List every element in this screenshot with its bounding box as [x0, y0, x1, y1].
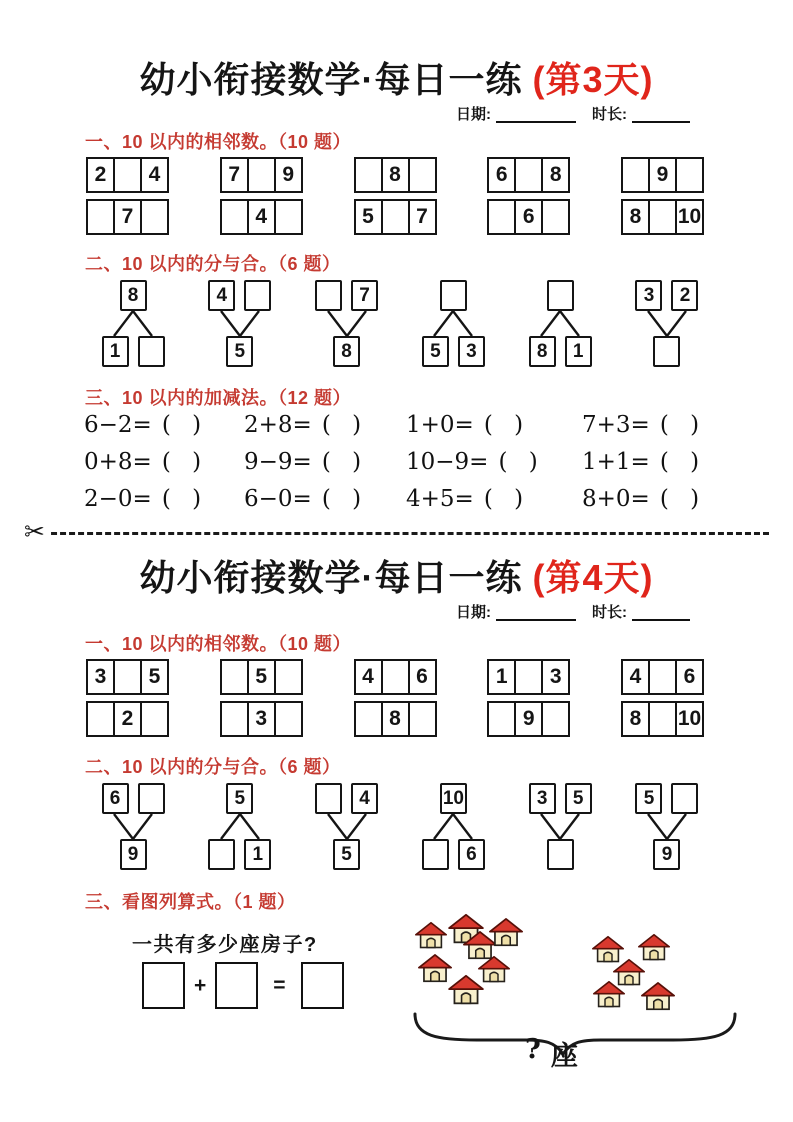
bond-box	[208, 839, 235, 870]
bond-box: 6	[458, 839, 485, 870]
neighbor-cell: 6	[675, 659, 704, 695]
bond-box: 4	[208, 280, 235, 311]
answer-parens: ( )	[483, 412, 524, 438]
plus-sign: +	[194, 973, 207, 997]
math-problem: 4+5= ( )	[406, 486, 524, 512]
neighbor-cell	[274, 199, 303, 235]
neighbor-cell: 3	[541, 659, 570, 695]
day4-dateline	[456, 601, 690, 622]
number-bond	[299, 280, 395, 367]
number-bond	[192, 783, 288, 870]
neighbor-group	[86, 199, 169, 235]
neighbor-cell: 8	[621, 199, 650, 235]
bond-box: 10	[440, 783, 467, 814]
number-bond	[512, 280, 608, 367]
number-bond	[619, 280, 715, 367]
bond-lines	[299, 311, 395, 336]
answer-box	[301, 962, 344, 1009]
neighbor-group	[220, 157, 303, 193]
math-problem: 6−0= ( )	[244, 486, 362, 512]
equals-sign: =	[273, 973, 286, 997]
neighbor-cell	[514, 157, 543, 193]
day4-section1-heading: 一、10 以内的相邻数。（10 题）	[85, 634, 352, 654]
number-bond	[85, 783, 181, 870]
picture-problem-question: 一共有多少座房子?	[132, 934, 318, 956]
answer-parens: ( )	[161, 486, 202, 512]
neighbor-cell: 2	[113, 701, 142, 737]
day4-section2-heading: 二、10 以内的分与合。（6 题）	[85, 757, 341, 777]
day4-neighbors-row1	[86, 659, 704, 695]
neighbor-cell: 10	[675, 701, 704, 737]
day3-number: (第3天)	[532, 59, 654, 100]
question-mark: ?	[525, 1034, 541, 1065]
math-problem: 1+1= ( )	[582, 449, 700, 475]
unit-label: 座	[550, 1041, 578, 1072]
worksheet-title: 幼小衔接数学·每日一练	[139, 557, 523, 598]
bond-box: 5	[226, 783, 253, 814]
house-icon	[415, 921, 447, 950]
neighbor-cell	[274, 659, 303, 695]
bond-box	[138, 783, 165, 814]
neighbor-cell: 4	[621, 659, 650, 695]
day4-number-bonds	[85, 783, 715, 870]
math-problem: 9−9= ( )	[244, 449, 362, 475]
date-underline	[496, 608, 576, 621]
bond-box: 3	[458, 336, 485, 367]
day4-number: (第4天)	[532, 557, 654, 598]
neighbor-cell: 4	[247, 199, 276, 235]
number-bond	[512, 783, 608, 870]
neighbor-group	[354, 701, 437, 737]
bond-box: 5	[422, 336, 449, 367]
neighbor-cell: 5	[354, 199, 383, 235]
neighbor-cell	[541, 199, 570, 235]
neighbor-group	[621, 659, 704, 695]
day3-section1-heading: 一、10 以内的相邻数。（10 题）	[85, 132, 352, 152]
bond-box: 4	[351, 783, 378, 814]
neighbor-group	[354, 199, 437, 235]
math-problem: 8+0= ( )	[582, 486, 700, 512]
neighbor-cell: 5	[247, 659, 276, 695]
neighbor-cell	[86, 701, 115, 737]
house-icon	[448, 974, 484, 1006]
neighbor-cell: 4	[354, 659, 383, 695]
neighbor-cell: 3	[86, 659, 115, 695]
neighbor-cell: 6	[487, 157, 516, 193]
neighbor-cell: 6	[408, 659, 437, 695]
neighbor-cell: 8	[381, 701, 410, 737]
neighbor-cell: 2	[86, 157, 115, 193]
duration-label: 时长:	[592, 106, 627, 123]
math-problem: 6−2= ( )	[84, 412, 202, 438]
bond-box: 8	[120, 280, 147, 311]
neighbor-cell: 3	[247, 701, 276, 737]
neighbor-cell	[541, 701, 570, 737]
math-problem: 2+8= ( )	[244, 412, 362, 438]
answer-parens: ( )	[659, 412, 700, 438]
duration-underline	[632, 608, 690, 621]
day3-title	[0, 52, 793, 103]
answer-parens: ( )	[659, 449, 700, 475]
day3-neighbors-row1	[86, 157, 704, 193]
bond-box: 6	[102, 783, 129, 814]
neighbor-cell	[140, 701, 169, 737]
neighbor-cell: 8	[381, 157, 410, 193]
bond-lines	[512, 311, 608, 336]
day3-dateline	[456, 103, 690, 124]
neighbor-group	[487, 659, 570, 695]
houses-illustration	[405, 898, 750, 1088]
answer-parens: ( )	[498, 449, 538, 475]
neighbor-cell	[381, 199, 410, 235]
neighbor-group	[487, 701, 570, 737]
neighbor-cell	[381, 659, 410, 695]
neighbor-cell	[675, 157, 704, 193]
duration-label: 时长:	[592, 604, 627, 621]
neighbor-group	[487, 199, 570, 235]
answer-box	[215, 962, 258, 1009]
answer-parens: ( )	[161, 449, 202, 475]
neighbor-cell: 7	[113, 199, 142, 235]
bond-box: 3	[635, 280, 662, 311]
neighbor-cell: 6	[514, 199, 543, 235]
neighbor-cell	[487, 199, 516, 235]
bond-lines	[299, 814, 395, 839]
house-icon	[593, 980, 625, 1009]
cut-line	[24, 518, 769, 546]
neighbor-cell	[247, 157, 276, 193]
bond-box	[440, 280, 467, 311]
bond-lines	[192, 814, 288, 839]
bond-lines	[405, 814, 501, 839]
neighbor-cell	[274, 701, 303, 737]
neighbor-cell: 9	[274, 157, 303, 193]
bond-lines	[619, 814, 715, 839]
neighbor-group	[487, 157, 570, 193]
bond-box: 8	[333, 336, 360, 367]
neighbor-cell	[140, 199, 169, 235]
answer-parens: ( )	[321, 449, 362, 475]
neighbor-cell: 7	[220, 157, 249, 193]
neighbor-cell	[354, 701, 383, 737]
day4-neighbors-row2	[86, 701, 704, 737]
bond-box: 8	[529, 336, 556, 367]
bond-box	[244, 280, 271, 311]
neighbor-group	[354, 659, 437, 695]
math-problem: 7+3= ( )	[582, 412, 700, 438]
neighbor-cell	[113, 157, 142, 193]
answer-parens: ( )	[321, 412, 362, 438]
number-bond	[405, 783, 501, 870]
neighbor-cell	[408, 701, 437, 737]
bond-box: 5	[565, 783, 592, 814]
date-underline	[496, 110, 576, 123]
day3-section3-heading: 三、10 以内的加减法。（12 题）	[85, 388, 352, 408]
bond-lines	[405, 311, 501, 336]
bond-box: 1	[565, 336, 592, 367]
house-icon	[489, 917, 523, 948]
number-bond	[299, 783, 395, 870]
bond-box: 5	[635, 783, 662, 814]
answer-parens: ( )	[321, 486, 362, 512]
bond-box	[547, 839, 574, 870]
day3-number-bonds	[85, 280, 715, 367]
neighbor-cell	[408, 157, 437, 193]
neighbor-cell	[648, 701, 677, 737]
bond-lines	[192, 311, 288, 336]
answer-parens: ( )	[659, 486, 700, 512]
neighbor-cell	[354, 157, 383, 193]
neighbor-cell: 1	[487, 659, 516, 695]
number-bond	[619, 783, 715, 870]
neighbor-group	[220, 659, 303, 695]
house-icon	[418, 953, 452, 984]
bond-box: 5	[333, 839, 360, 870]
answer-parens: ( )	[161, 412, 202, 438]
bond-lines	[619, 311, 715, 336]
neighbor-group	[220, 199, 303, 235]
bond-box	[315, 783, 342, 814]
day4-title	[0, 550, 793, 601]
worksheet-title: 幼小衔接数学·每日一练	[139, 59, 523, 100]
neighbor-cell	[648, 659, 677, 695]
neighbor-group	[86, 659, 169, 695]
neighbor-cell	[621, 157, 650, 193]
bond-box	[422, 839, 449, 870]
duration-underline	[632, 110, 690, 123]
neighbor-cell	[514, 659, 543, 695]
answer-box	[142, 962, 185, 1009]
math-problem: 0+8= ( )	[84, 449, 202, 475]
answer-parens: ( )	[483, 486, 524, 512]
date-label: 日期:	[456, 604, 491, 621]
neighbor-cell: 8	[621, 701, 650, 737]
neighbor-group	[354, 157, 437, 193]
bond-box	[653, 336, 680, 367]
bond-lines	[512, 814, 608, 839]
bond-box: 5	[226, 336, 253, 367]
neighbor-cell: 9	[514, 701, 543, 737]
bond-box: 1	[102, 336, 129, 367]
neighbor-cell: 4	[140, 157, 169, 193]
bond-box: 3	[529, 783, 556, 814]
number-bond	[405, 280, 501, 367]
neighbor-cell	[487, 701, 516, 737]
neighbor-group	[86, 157, 169, 193]
bond-box: 7	[351, 280, 378, 311]
neighbor-group	[220, 701, 303, 737]
bond-box	[138, 336, 165, 367]
neighbor-group	[621, 199, 704, 235]
number-bond	[192, 280, 288, 367]
bond-box: 2	[671, 280, 698, 311]
number-bond	[85, 280, 181, 367]
day4-section3-heading: 三、看图列算式。（1 题）	[85, 892, 296, 912]
neighbor-cell: 7	[408, 199, 437, 235]
neighbor-cell	[648, 199, 677, 235]
neighbor-cell: 8	[541, 157, 570, 193]
neighbor-cell	[220, 199, 249, 235]
bond-lines	[85, 311, 181, 336]
neighbor-cell: 10	[675, 199, 704, 235]
date-label: 日期:	[456, 106, 491, 123]
neighbor-cell: 9	[648, 157, 677, 193]
bond-box: 1	[244, 839, 271, 870]
day3-problems	[84, 412, 726, 512]
bond-lines	[85, 814, 181, 839]
neighbor-cell	[220, 659, 249, 695]
bond-box: 9	[653, 839, 680, 870]
bond-box	[315, 280, 342, 311]
day3-section2-heading: 二、10 以内的分与合。（6 题）	[85, 254, 341, 274]
bond-box	[547, 280, 574, 311]
math-problem: 2−0= ( )	[84, 486, 202, 512]
math-problem: 10−9= ( )	[406, 449, 538, 475]
neighbor-group	[86, 701, 169, 737]
math-problem: 1+0= ( )	[406, 412, 524, 438]
neighbor-cell: 5	[140, 659, 169, 695]
picture-problem-equation	[142, 962, 344, 1009]
house-icon	[641, 981, 675, 1012]
day3-neighbors-row2	[86, 199, 704, 235]
neighbor-cell	[220, 701, 249, 737]
scissors-icon: ✂	[24, 520, 50, 545]
brace-label	[525, 1034, 578, 1073]
neighbor-cell	[113, 659, 142, 695]
bond-box: 9	[120, 839, 147, 870]
neighbor-cell	[86, 199, 115, 235]
neighbor-group	[621, 701, 704, 737]
neighbor-group	[621, 157, 704, 193]
bond-box	[671, 783, 698, 814]
